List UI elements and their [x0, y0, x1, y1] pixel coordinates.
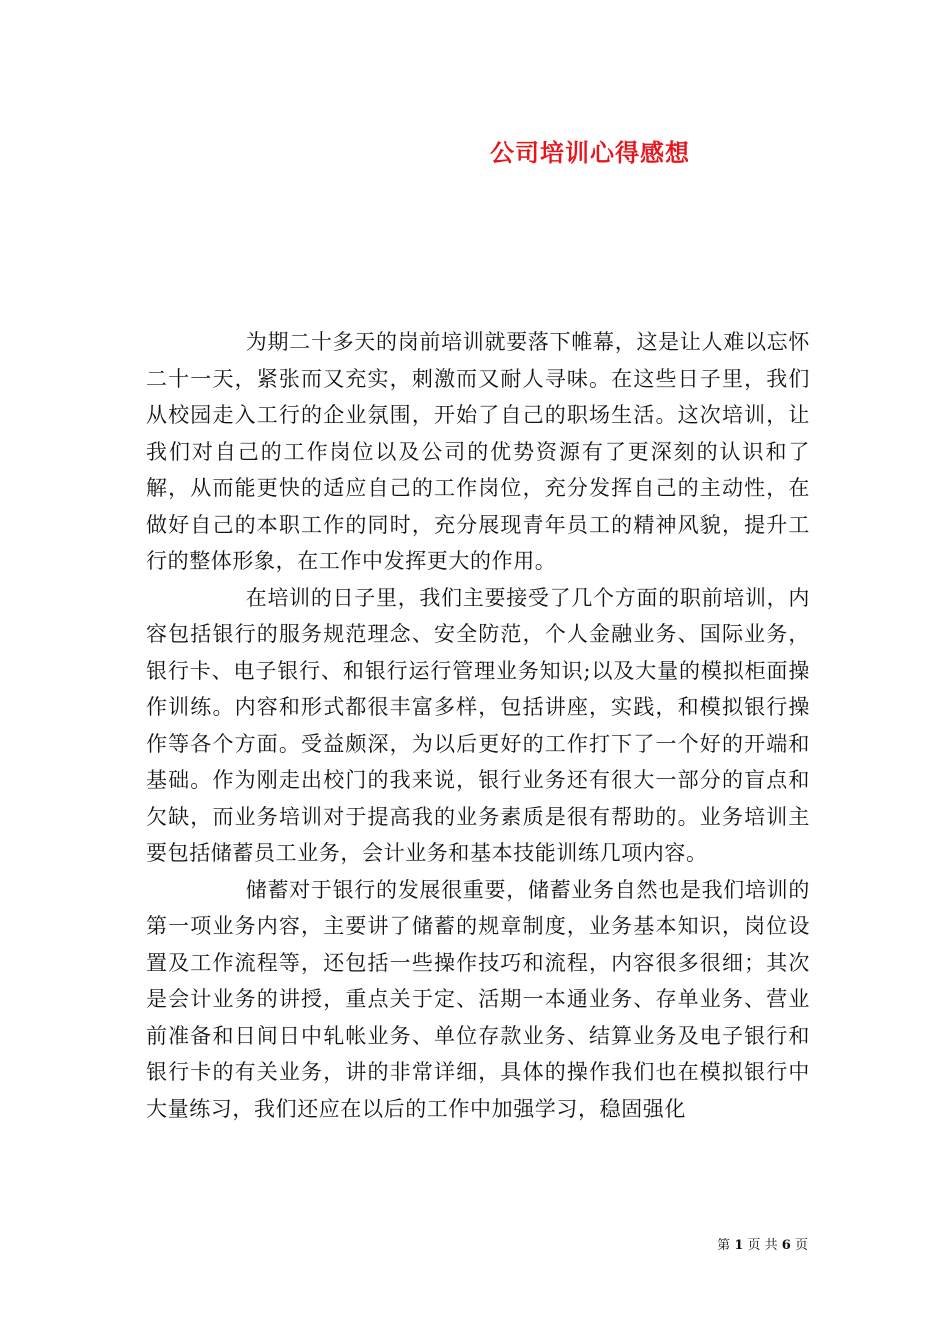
page-number-footer — [717, 1234, 808, 1253]
footer-middle: 页 共 — [747, 1238, 778, 1253]
footer-current-page: 1 — [734, 1238, 744, 1253]
footer-prefix: 第 — [717, 1238, 731, 1253]
footer-suffix: 页 — [794, 1238, 808, 1253]
page-title: 公司培训心得感想 — [490, 138, 690, 167]
document-body — [146, 324, 810, 1127]
paragraph-3: 储蓄对于银行的发展很重要，储蓄业务自然也是我们培训的第一项业务内容，主要讲了储蓄的规章制度，业务基本知识，岗位设置及工作流程等，还包括一些操作技巧和流程，内容很多很细；其次是会计业务的讲授，重点关于定、活期一本通业务、存单业务、营业前准备和日间日中轧帐业务、单位存款业务、结算业务及电子银行和银行卡的有关业务，讲的非常详细，具体的操作我们也在模拟银行中大量练习，我们还应在以后的工作中加强学习，稳固强化 — [146, 877, 810, 1121]
paragraph-2: 在培训的日子里，我们主要接受了几个方面的职前培训，内容包括银行的服务规范理念、安全防范，个人金融业务、国际业务，银行卡、电子银行、和银行运行管理业务知识;以及大量的模拟柜面操作训练。内容和形式都很丰富多样，包括讲座，实践，和模拟银行操作等各个方面。受益颇深，为以后更好的工作打下了一个好的开端和基础。作为刚走出校门的我来说，银行业务还有很大一部分的盲点和欠缺，而业务培训对于提高我的业务素质是很有帮助的。业务培训主要包括储蓄员工业务，会计业务和基本技能训练几项内容。 — [146, 585, 810, 865]
footer-total-pages: 6 — [781, 1238, 791, 1253]
paragraph-1: 为期二十多天的岗前培训就要落下帷幕，这是让人难以忘怀二十一天，紧张而又充实，刺激而又耐人寻味。在这些日子里，我们从校园走入工行的企业氛围，开始了自己的职场生活。这次培训，让我们对自己的工作岗位以及公司的优势资源有了更深刻的认识和了解，从而能更快的适应自己的工作岗位，充分发挥自己的主动性，在做好自己的本职工作的同时，充分展现青年员工的精神风貌，提升工行的整体形象，在工作中发挥更大的作用。 — [146, 330, 810, 573]
